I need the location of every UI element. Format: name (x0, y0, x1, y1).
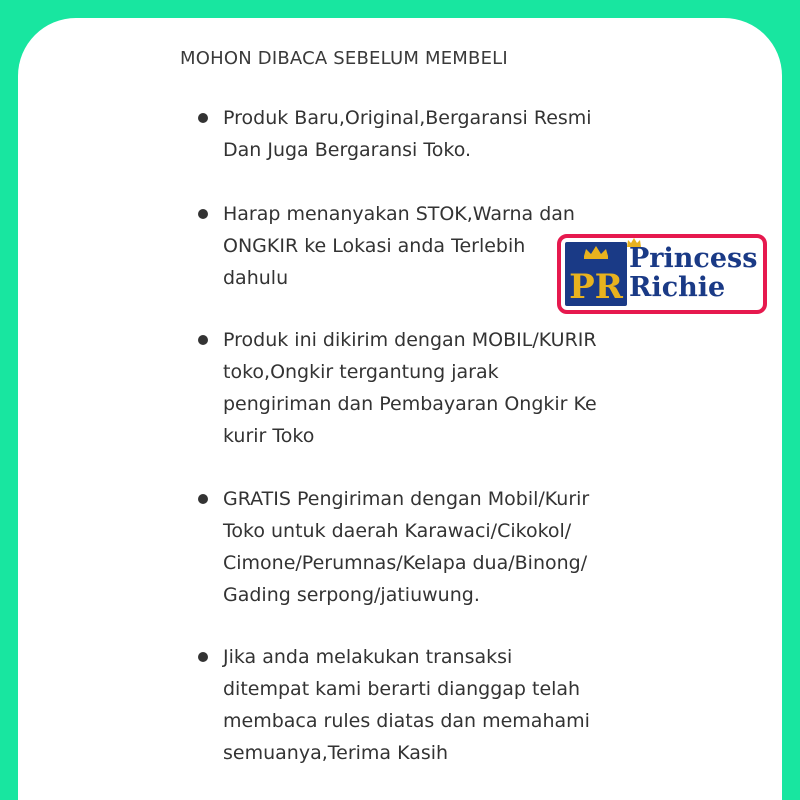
brand-logo (557, 234, 767, 314)
bullet-dot-icon (198, 652, 208, 662)
bullet-line: Cimone/Perumnas/Kelapa dua/Binong/ (223, 552, 588, 574)
pr-monogram-icon (565, 242, 627, 306)
bullet-dot-icon (198, 335, 208, 345)
bullet-line: Jika anda melakukan transaksi (223, 646, 513, 668)
bullet-line: ONGKIR ke Lokasi anda Terlebih (223, 235, 526, 257)
bullet-line: toko,Ongkir tergantung jarak (223, 361, 499, 383)
bullet-line: Dan Juga Bergaransi Toko. (223, 139, 472, 161)
page-title: MOHON DIBACA SEBELUM MEMBELI (180, 48, 508, 69)
bullet-line: Produk ini dikirim dengan MOBIL/KURIR (223, 329, 597, 351)
list-item (223, 483, 663, 611)
list-item (223, 641, 663, 769)
bullet-line: Produk Baru,Original,Bergaransi Resmi (223, 107, 592, 129)
bullet-line: pengiriman dan Pembayaran Ongkir Ke (223, 393, 597, 415)
list-item (223, 324, 663, 452)
brand-name-line2: Richie (629, 272, 726, 303)
bullet-line: GRATIS Pengiriman dengan Mobil/Kurir (223, 488, 590, 510)
bullet-line: semuanya,Terima Kasih (223, 742, 449, 764)
brand-name-line1: Princess (629, 243, 758, 274)
monogram-text: PR (569, 267, 623, 306)
bullet-line: ditempat kami berarti dianggap telah (223, 678, 581, 700)
bullet-line: Gading serpong/jatiuwung. (223, 584, 480, 606)
bullet-dot-icon (198, 209, 208, 219)
bullet-line: kurir Toko (223, 425, 315, 447)
bullet-line: membaca rules diatas dan memahami (223, 710, 590, 732)
info-card (18, 18, 782, 800)
bullet-dot-icon (198, 113, 208, 123)
list-item (223, 102, 663, 166)
bullet-dot-icon (198, 494, 208, 504)
brand-name (629, 244, 757, 302)
bullet-line: Toko untuk daerah Karawaci/Cikokol/ (223, 520, 572, 542)
bullet-line: Harap menanyakan STOK,Warna dan (223, 203, 575, 225)
bullet-line: dahulu (223, 267, 289, 289)
